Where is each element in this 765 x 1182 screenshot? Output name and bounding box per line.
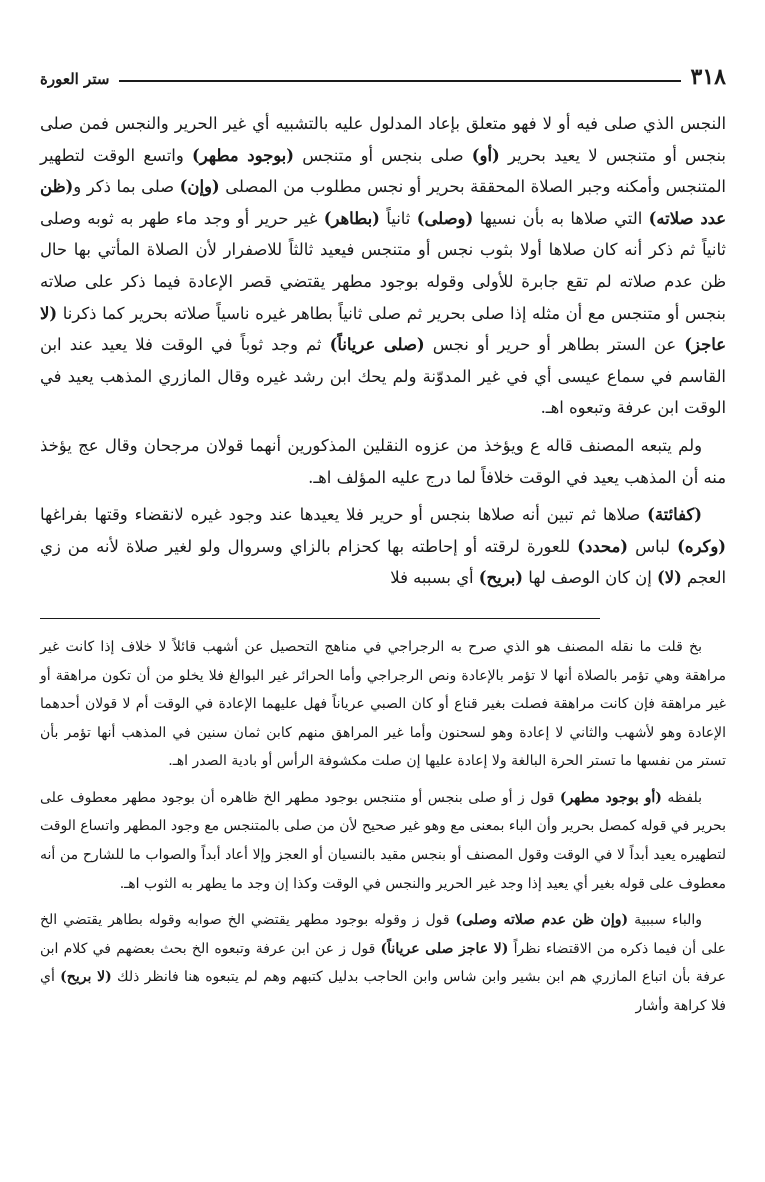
section-title: ستر العورة [40,70,110,88]
matn-term: (وكره) [677,536,726,556]
text-run: قول ز وقوله بوجود مطهر يقتضي الخ صوابه وقوله بطاهر يقتضي الخ على أن فيما ذكره من الاقتضاء نظراً [40,912,726,957]
matn-term: (كفائتة) [647,505,702,525]
matn-term: (بطاهر) [323,208,380,228]
matn-term: (أو بوجود مطهر) [559,789,662,806]
text-run: صلاها ثم تبين أنه صلاها بنجس أو حرير فلا يعيدها عند وجود غيره لانقضاء وقتها بفراغها [40,505,648,525]
text-run: ثم وجد ثوباً في الوقت فلا يعيد عند ابن القاسم في سماع عيسى أي في غير المدوّنة ولم يحك ابن رشد غيره وقال المازري المذهب يعيد في الوقت ابن عرفة وتبعوه اهـ. [40,335,726,418]
matn-term: (وإن) [179,177,220,197]
text-run: قول ز عن ابن عرفة وتبعوه الخ بحث بعضهم في كلام ابن عرفة بأن اتباع المازري هم ابن بشير وابن شاس وابن الحاجب بدليل كتبهم وهم لم يتبعوه هنا فانظر ذلك [40,940,726,986]
footnote-paragraph-2 [40,784,726,898]
text-run: ثانياً [379,208,417,228]
matn-term: (لا عاجز صلى عرياناً) [380,940,509,957]
header-rule [119,80,680,82]
text-run: والباء سببية [628,912,702,929]
matn-term: (لا عاجز) [40,303,726,355]
matn-term: (وإن ظن عدم صلاته وصلى) [455,912,629,929]
matn-term: (وصلى) [416,208,474,228]
matn-term: (صلى عرياناً) [329,335,425,355]
main-paragraph-2: ولم يتبعه المصنف قاله ع ويؤخذ من عزوه النقلين المذكورين أنهما قولان مرجحان وقال عج يؤخذ منه أن المذهب يعيد في الوقت خلافاً لما درج عليه المؤلف اهـ. [40,435,726,487]
footnote-paragraph-1: بخ قلت ما نقله المصنف هو الذي صرح به الرجراجي في مناهج التحصيل عن أشهب قائلاً لا خلاف إذا كانت غير مراهقة وهي تؤمر بالصلاة أنها لا تؤمر بالإعادة ونص الرجراجي وأما الحرائر غير البوالغ فلا يخلو من أن تكون مراهقة أو غير مراهقة فإن كانت مراهقة فصلت بغير قناع أو كان الصبي عرياناً فهل عليهما الإعادة في الوقت أم لا قولان أحدهما الإعادة وهو لأشهب والثاني لا إعادة وهو لسحنون وأما غير المراهق منهم كابن ثمان سنين في المذهب أنها تؤمر بأن تستر من نفسها ما تستر الحرة البالغة ولا إعادة عليها إن صلت مكشوفة الرأس أو بادية الصدر اهـ. [40,638,726,770]
matn-term: (بوجود مطهر) [191,145,294,165]
text-run: التي صلاها به بأن نسيها [473,208,649,228]
text-run: بلفظه [661,789,702,806]
matn-term: (محدد) [577,536,629,556]
matn-term: (لا بريح) [60,969,112,986]
text-run: قول ز أو صلى بنجس أو متنجس بوجود مطهر الخ ظاهره أن بوجود مطهر معطوف على بحرير في قوله كمصل بحرير وأن الباء بمعنى مع وهو غير صحيح لأن من صلى بالمتنجس مع وجود المطهر واتساع الوقت لتطهيره يعيد أبداً لا في الوقت وقول المصنف أو بنجس مقيد بالنسيان أو العجز وإلا أعاد أبداً والصواب ما للشارح من أنه معطوف على قوله بغير أي يعيد إذا وجد غير الحرير والنجس في الوقت وكذا إن وجد ما يطهر به الثوب اهـ. [40,789,726,892]
text-run: أي بسببه فلا [390,568,479,588]
text-run: عن الستر بطاهر أو حرير أو نجس [424,335,685,355]
page-number: ٣١٨ [690,64,726,90]
text-run: لباس [628,536,678,556]
matn-term: (بريح) [478,568,524,588]
matn-term: (ظن عدد صلاته) [40,177,727,228]
text-run: إن كان الوصف لها [523,568,657,588]
footnote-separator [40,618,600,619]
text-run: واتسع الوقت لتطهير المتنجس وأمكنه وجبر الصلاة المحققة بحرير أو نجس مطلوب من المصلى [40,145,726,197]
text-run: النجس الذي صلى فيه أو لا فهو متعلق بإعاد المدلول عليه بالتشبيه أي غير الحرير والنجس فمن صلى بنجس أو متنجس لا يعيد بحرير [40,114,726,165]
text-run: صلى بما ذكر و [73,177,180,197]
text-run: للعورة لرقته أو إحاطته بها كحزام بالزاي وسروال ولو لغير صلاة لأنه من زي العجم [40,536,726,588]
book-page [40,56,726,1021]
matn-term: (أو) [471,145,500,165]
page-header [40,56,726,90]
matn-term: (لا) [656,568,682,588]
text-run: أي فلا كراهة وأشار [40,969,726,1015]
text-run: غير حرير أو وجد ماء طهر به ثوبه وصلى ثانياً ثم ذكر أنه كان صلاها أولا بثوب نجس أو متنجس فيعيد ثالثاً للاصفرار لأن الصلاة المأتي بها حال ظن عدم صلاته لم تقع جابرة للأولى وقوله بوجود مطهر يقتضي قصر الإعادة فيما ذكر على صلاته بنجس أو متنجس مع أن مثله إذا صلى بحرير ثم صلى ثانياً بطاهر غيره ناسياً صلاته بحرير كما ذكرنا [40,208,726,323]
main-text [40,108,726,594]
text-run: صلى بنجس أو متنجس [293,145,472,165]
main-paragraph-3 [40,499,726,594]
footnote-paragraph-3 [40,906,726,1020]
footnotes [40,633,726,1021]
main-paragraph-1 [40,108,726,424]
